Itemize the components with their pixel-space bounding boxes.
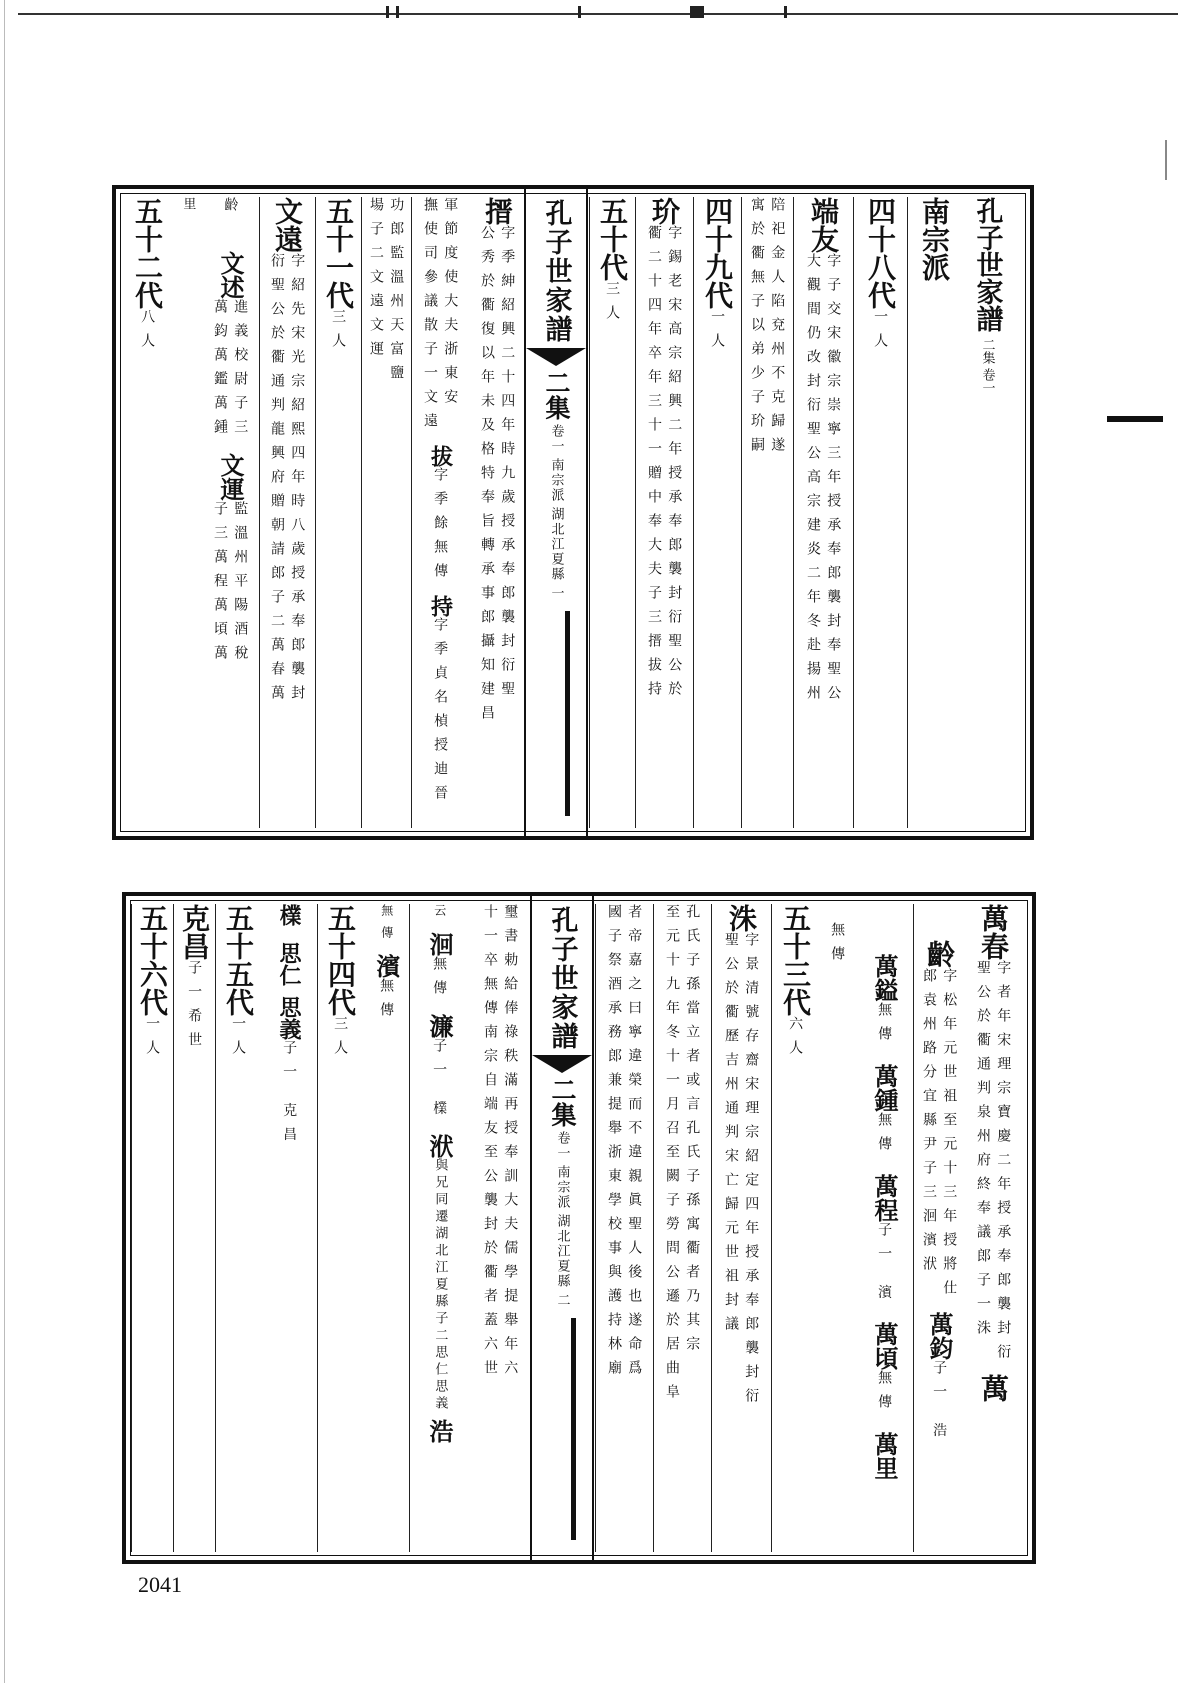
entry-text: 無傳 <box>876 1002 893 1050</box>
generation-title: 五十二代 <box>131 197 164 309</box>
note-text: 孔氏子孫當立者或言孔氏子孫寓衢者乃其宗 <box>684 904 701 1360</box>
note-column <box>820 904 854 1552</box>
entry-text: 字季餘無傳 <box>432 467 449 587</box>
entry-column <box>411 197 468 828</box>
entry-text: 聖公於衢通判泉州府終奉議郎子一洙 <box>975 960 991 1344</box>
entry-text: 字季紳紹興二十四年時九歲授承奉郎襲封衍聖 <box>499 225 516 705</box>
entry-text: 字松年元世祖至元十三年授將仕 <box>941 968 958 1304</box>
note-text: 云 <box>432 904 447 926</box>
generation-count: 一人 <box>144 1016 161 1064</box>
note-column <box>653 904 710 1552</box>
person-name: 持 <box>427 595 454 617</box>
fold-location: 湖北江夏縣 <box>548 507 564 582</box>
generation-count: 八人 <box>139 309 156 357</box>
generation-column <box>317 904 362 1552</box>
fold-chevron <box>526 348 586 366</box>
entry-column <box>793 197 852 828</box>
generation-column <box>693 197 740 828</box>
person-name: 萬 <box>977 1374 1010 1402</box>
person-name: 拔 <box>427 445 454 467</box>
generation-count: 三人 <box>604 281 621 329</box>
top-tick <box>784 6 787 18</box>
entry-text: 衍聖公於衢通判龍興府贈朝請郎子二萬春萬 <box>269 253 285 709</box>
generation-column <box>853 197 906 828</box>
generation-count: 六人 <box>787 1016 804 1064</box>
entry-text: 希世 <box>186 1008 203 1056</box>
entry-text: 字季貞名楨授迪晉 <box>432 617 449 809</box>
entry-text: 聖公於衢歷吉州通判宋亡歸元世祖封議 <box>723 932 739 1340</box>
generation-title: 四十九代 <box>701 197 734 309</box>
entry-column <box>259 197 314 828</box>
entry-text: 字景清號存齋宋理宗紹定四年授承奉郎襲封衍 <box>743 932 760 1412</box>
margin-mark <box>1107 416 1163 422</box>
note-text: 者帝嘉之曰寧違榮而不違親眞聖人後也遂命爲 <box>626 904 643 1384</box>
entry-text: 子一 浩 <box>931 1360 948 1447</box>
fold-location: 湖北江夏縣 <box>554 1214 570 1289</box>
fold-chevron <box>532 1055 592 1073</box>
person-name: 文遠 <box>271 197 304 253</box>
generation-title: 五十四代 <box>324 904 357 1016</box>
note-text: 至元十九年冬十一月召至闕子勞問公遜於居曲阜 <box>664 904 680 1408</box>
person-name: 齡 <box>923 940 956 968</box>
generation-column <box>589 197 634 828</box>
fold-volume: 卷一 <box>548 424 564 454</box>
person-name: 檏 <box>276 904 302 926</box>
entry-text: 與兄同遷湖北江夏縣子二思仁思義 <box>432 1158 448 1414</box>
person-name: 思義 <box>276 996 302 1040</box>
top-tick <box>578 6 581 18</box>
note-column <box>174 197 200 828</box>
page-number: 2041 <box>138 1572 182 1597</box>
generation-title: 五十一代 <box>322 197 355 309</box>
person-name: 萬鎰 <box>870 954 899 1002</box>
entry-column <box>470 197 524 828</box>
margin-stroke <box>1165 140 1167 180</box>
entry-column <box>913 904 964 1552</box>
entry-text: 撫使司參議散子一文遠 <box>422 197 438 437</box>
entry-column <box>711 904 770 1552</box>
entry-text: 無傳 <box>431 956 448 1004</box>
person-name: 文運 <box>216 453 245 501</box>
note-text: 十一卒無傳南宗自端友至公襲封於衢者蓋六世 <box>482 904 498 1384</box>
entry-text: 字錫老宋高宗紹興二年授承奉郎襲封衍聖公於 <box>666 225 683 705</box>
entry-text: 監溫州平陽酒稅 <box>232 501 249 669</box>
entry-text: 衢二十四年卒年三十一贈中奉大夫子三搢拔持 <box>646 225 662 705</box>
entry-text: 公秀於衢復以年未及格特奉旨轉承事郎攝知建昌 <box>479 225 495 729</box>
entry-column <box>966 904 1020 1552</box>
generation-column <box>131 904 172 1552</box>
generation-title: 五十代 <box>596 197 629 281</box>
fold-branch: 南宗派 <box>554 1165 570 1210</box>
center-fold <box>524 189 588 836</box>
entry-text: 無傳 <box>876 1370 893 1419</box>
note-text: 功郎監溫州天富鹽 <box>388 197 405 389</box>
entry-text: 字者年宋理宗寶慶二年授承奉郎襲封衍 <box>995 960 1012 1368</box>
fold-folio: 二 <box>554 1293 570 1308</box>
person-name: 搢 <box>481 197 514 225</box>
person-name: 洄 <box>425 932 454 956</box>
entry-text: 字紹先宋光宗紹熙四年時八歲授承奉郎襲封 <box>289 253 306 709</box>
generation-count: 三人 <box>332 1016 349 1064</box>
book-title: 孔子世家譜 <box>971 197 1003 332</box>
page-frame-2 <box>122 892 1036 1564</box>
person-name: 萬里 <box>870 1432 899 1481</box>
note-column <box>361 197 410 828</box>
note-text: 無傳 <box>829 922 846 970</box>
person-name: 濂 <box>425 1014 454 1038</box>
person-name: 浩 <box>425 1419 454 1444</box>
person-name: 萬頃 <box>870 1322 899 1371</box>
entry-text: 無傳 <box>876 1112 893 1160</box>
generation-title: 五十三代 <box>779 904 812 1016</box>
fold-bar <box>571 1318 576 1540</box>
note-text: 無傳 <box>379 904 394 948</box>
entry-text: 子一 濱 <box>876 1222 893 1309</box>
note-text: 璽書勅給俸祿秩滿再授奉訓大夫儒學提舉年六 <box>502 904 519 1384</box>
person-name: 濱 <box>372 954 401 978</box>
person-name: 玠 <box>648 197 681 225</box>
fold-book-title: 孔子世家譜 <box>546 906 578 1051</box>
note-column <box>595 904 652 1552</box>
entry-column <box>635 197 692 828</box>
note-column <box>470 904 530 1552</box>
generation-column <box>215 904 260 1552</box>
person-name: 文述 <box>216 251 245 299</box>
fold-branch: 南宗派 <box>548 458 564 503</box>
person-name: 克昌 <box>178 904 211 960</box>
top-tick <box>386 6 389 18</box>
top-rule <box>18 13 1178 15</box>
entry-column <box>202 197 258 828</box>
center-fold <box>530 896 594 1560</box>
fold-folio: 一 <box>548 586 564 601</box>
person-name: 洑 <box>425 1134 454 1159</box>
entry-text: 子三萬程萬頃萬 <box>212 501 228 669</box>
person-name: 思仁 <box>276 942 302 986</box>
entry-text: 軍節度使大夫浙東安 <box>442 197 459 413</box>
list-column <box>364 904 408 1552</box>
generation-title: 五十六代 <box>136 904 169 1016</box>
generation-count: 一人 <box>709 309 726 357</box>
top-tick <box>690 6 704 18</box>
branch-heading-column <box>907 197 960 828</box>
entry-text: 字子交宋徽宗崇寧三年授承奉郎襲封奉聖公 <box>825 253 842 709</box>
fold-volume: 卷一 <box>554 1131 570 1161</box>
fold-bar <box>565 611 570 816</box>
generation-count: 三人 <box>330 309 347 357</box>
person-name: 萬鍾 <box>870 1064 899 1112</box>
page-frame-1 <box>112 185 1034 840</box>
person-name: 萬春 <box>977 904 1010 960</box>
entry-column <box>173 904 214 1552</box>
person-name: 萬程 <box>870 1174 899 1222</box>
branch-heading: 南宗派 <box>918 197 951 281</box>
volume-note: 二集 卷一 <box>979 338 995 395</box>
page-title-column <box>962 197 1012 828</box>
list-column <box>856 904 912 1552</box>
list-column <box>262 904 316 1552</box>
note-column <box>741 197 792 828</box>
person-name: 端友 <box>807 197 840 253</box>
entry-text: 進義校尉子三 <box>232 299 249 443</box>
entry-text: 郎袁州路分宜縣尹子三洄濱洑 <box>921 968 937 1280</box>
fold-book-title: 孔子世家譜 <box>540 199 572 344</box>
generation-title: 五十五代 <box>222 904 255 1016</box>
entry-text: 子一 <box>186 960 203 1008</box>
fold-set-label: 二集 <box>548 1077 577 1127</box>
note-text: 場子二文遠文運 <box>368 197 384 365</box>
generation-column <box>771 904 818 1552</box>
generation-column <box>122 197 172 828</box>
generation-count: 一人 <box>872 309 889 357</box>
entry-text: 子一 檏 <box>431 1038 448 1125</box>
list-column <box>409 904 468 1552</box>
entry-text: 大觀間仍改封衍聖公高宗建炎二年冬赴揚州 <box>805 253 821 709</box>
person-name: 洙 <box>725 904 758 932</box>
generation-title: 四十八代 <box>864 197 897 309</box>
entry-text: 無傳 <box>378 978 395 1026</box>
generation-column <box>315 197 360 828</box>
entry-text: 萬鈞萬鑑萬鍾 <box>212 299 228 443</box>
note-text: 寓於衢無子以弟少子玠嗣 <box>749 197 765 461</box>
note-text: 國子祭酒承務郎兼提舉浙東學校事與護持林廟 <box>606 904 622 1384</box>
person-name: 萬鈞 <box>925 1312 954 1360</box>
note-text: 里 <box>180 197 196 220</box>
entry-text: 子一 克昌 <box>281 1040 298 1151</box>
generation-count: 一人 <box>230 1016 247 1064</box>
scan-edge <box>4 0 5 1683</box>
entry-text: 齡 <box>222 197 239 211</box>
note-text: 陪祀金人陷兗州不克歸遂 <box>769 197 786 461</box>
fold-set-label: 二集 <box>542 370 571 420</box>
top-tick <box>396 6 399 18</box>
